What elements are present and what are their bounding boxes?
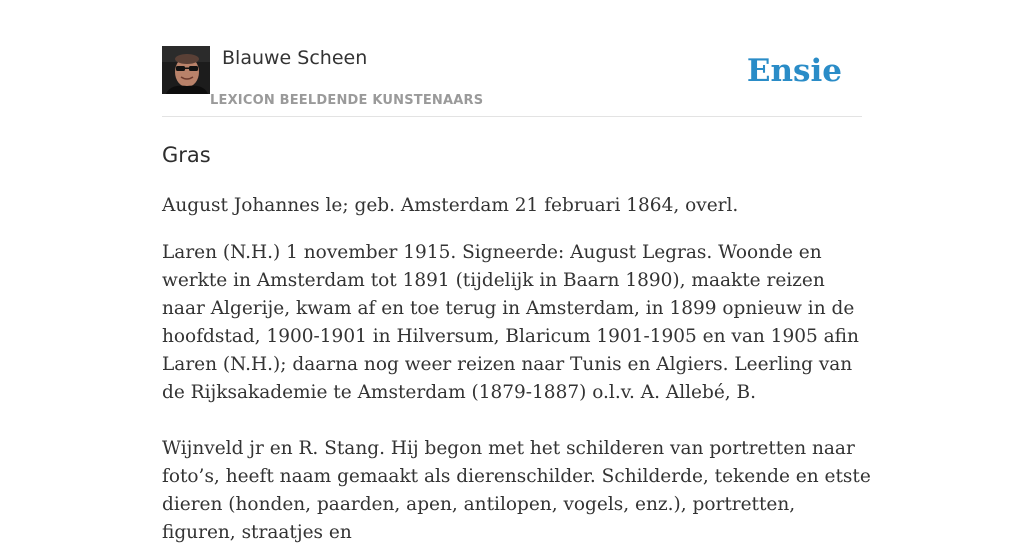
article-paragraph: Wijnveld jr en R. Stang. Hij begon met het schilderen van portretten naar foto’s, heeft naam gemaakt als dierenschilder. Schilderde, tekende en etste dieren (honden, paarden, apen, antilopen, vogels, enz.), portretten, figuren, straatjes en <box>162 438 871 543</box>
article-paragraph: August Johannes le; geb. Amsterdam 21 februari 1864, overl. <box>162 195 739 216</box>
author-avatar[interactable] <box>162 46 210 94</box>
avatar-photo-icon <box>162 46 210 94</box>
article-header <box>162 46 862 117</box>
article-title: Gras <box>162 143 211 167</box>
brand-logo[interactable]: Ensie <box>746 53 842 89</box>
author-name[interactable]: Blauwe Scheen <box>222 47 368 69</box>
article-paragraph: Laren (N.H.) 1 november 1915. Signeerde: August Legras. Woonde en werkte in Amsterdam tot 1891 (tijdelijk in Baarn 1890), maakte reizen naar Algerije, kwam af en toe terug in Amsterdam, in 1899 opnieuw in de hoofdstad, 1900-1901 in Hilversum, Blaricum 1901-1905 en van 1905 afin Laren (N.H.); daarna nog weer reizen naar Tunis en Algiers. Leerling van de Rijksakademie te Amsterdam (1879-1887) o.l.v. A. Allebé, B. <box>162 242 859 403</box>
publication-label[interactable]: LEXICON BEELDENDE KUNSTENAARS <box>210 93 484 108</box>
